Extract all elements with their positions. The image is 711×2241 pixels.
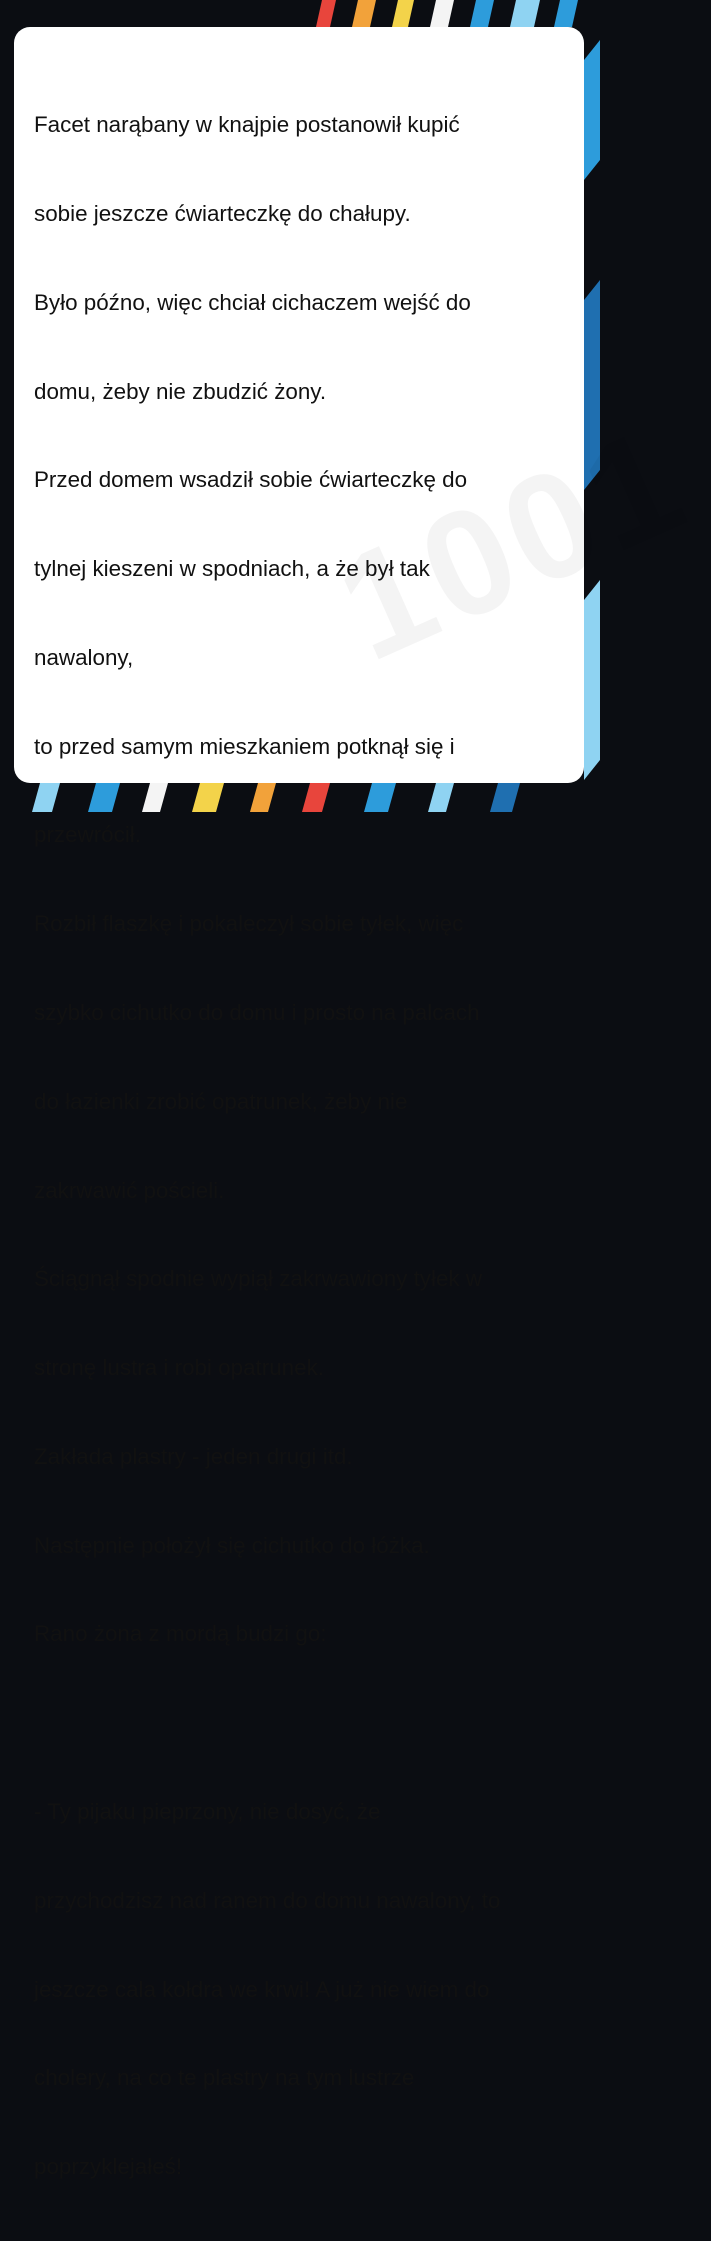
story-line: przewrócił.	[34, 822, 142, 848]
story-line: zakrwawić pościeli.	[34, 1177, 225, 1203]
story-line: szybko cichutko do domu i prosto na palcach	[34, 1000, 480, 1025]
story-line: to przed samym mieszkaniem potknął się i	[34, 733, 455, 759]
quote-line: - Ty pijaku pieprzony, nie dosyć, że	[34, 1799, 381, 1825]
story-line: stronę lustra i robi opatrunek.	[34, 1355, 324, 1381]
quote-line: cholery, na co te plastry na tym lustrze	[34, 2065, 415, 2091]
story-line: Zakłada plastry - jeden drugi itd.	[34, 1443, 353, 1469]
story-line: Ściągnął spodnie wypiął zakrwawiony tyłek w	[34, 1266, 483, 1292]
story-text	[34, 51, 566, 2241]
quote-line: jeszcze cala kołdra we krwi! A już nie wiem do	[34, 1976, 490, 2002]
quote-line: poprzyklejałeś!	[34, 2154, 183, 2180]
story-line: Facet narąbany w knajpie postanowił kupić	[34, 112, 460, 138]
paragraph-spacer	[34, 1708, 566, 1738]
quote-line: przychodzisz nad ranem do domu nawalony, to	[34, 1887, 501, 1913]
story-line: do łazienki zrobić opatrunek, żeby nie	[34, 1088, 408, 1114]
story-line: Rozbił flaszkę i pokaleczył sobie tyłek, więc	[34, 911, 464, 937]
story-line: Następnie położył się cichutko do łóżka.	[34, 1532, 430, 1558]
text-card	[14, 27, 584, 2180]
story-line: Przed domem wsadził sobie ćwiarteczkę do	[34, 467, 468, 493]
story-line: sobie jeszcze ćwiarteczkę do chałupy.	[34, 200, 411, 226]
story-line: nawalony,	[34, 644, 134, 670]
story-line: Było późno, więc chciał cichaczem wejść do	[34, 289, 471, 315]
story-line: Rano żona z mordą budzi go:	[34, 1621, 327, 1647]
story-line: tylnej kieszeni w spodniach, a że był tak	[34, 556, 430, 582]
story-line: domu, żeby nie zbudzić żony.	[34, 378, 327, 404]
